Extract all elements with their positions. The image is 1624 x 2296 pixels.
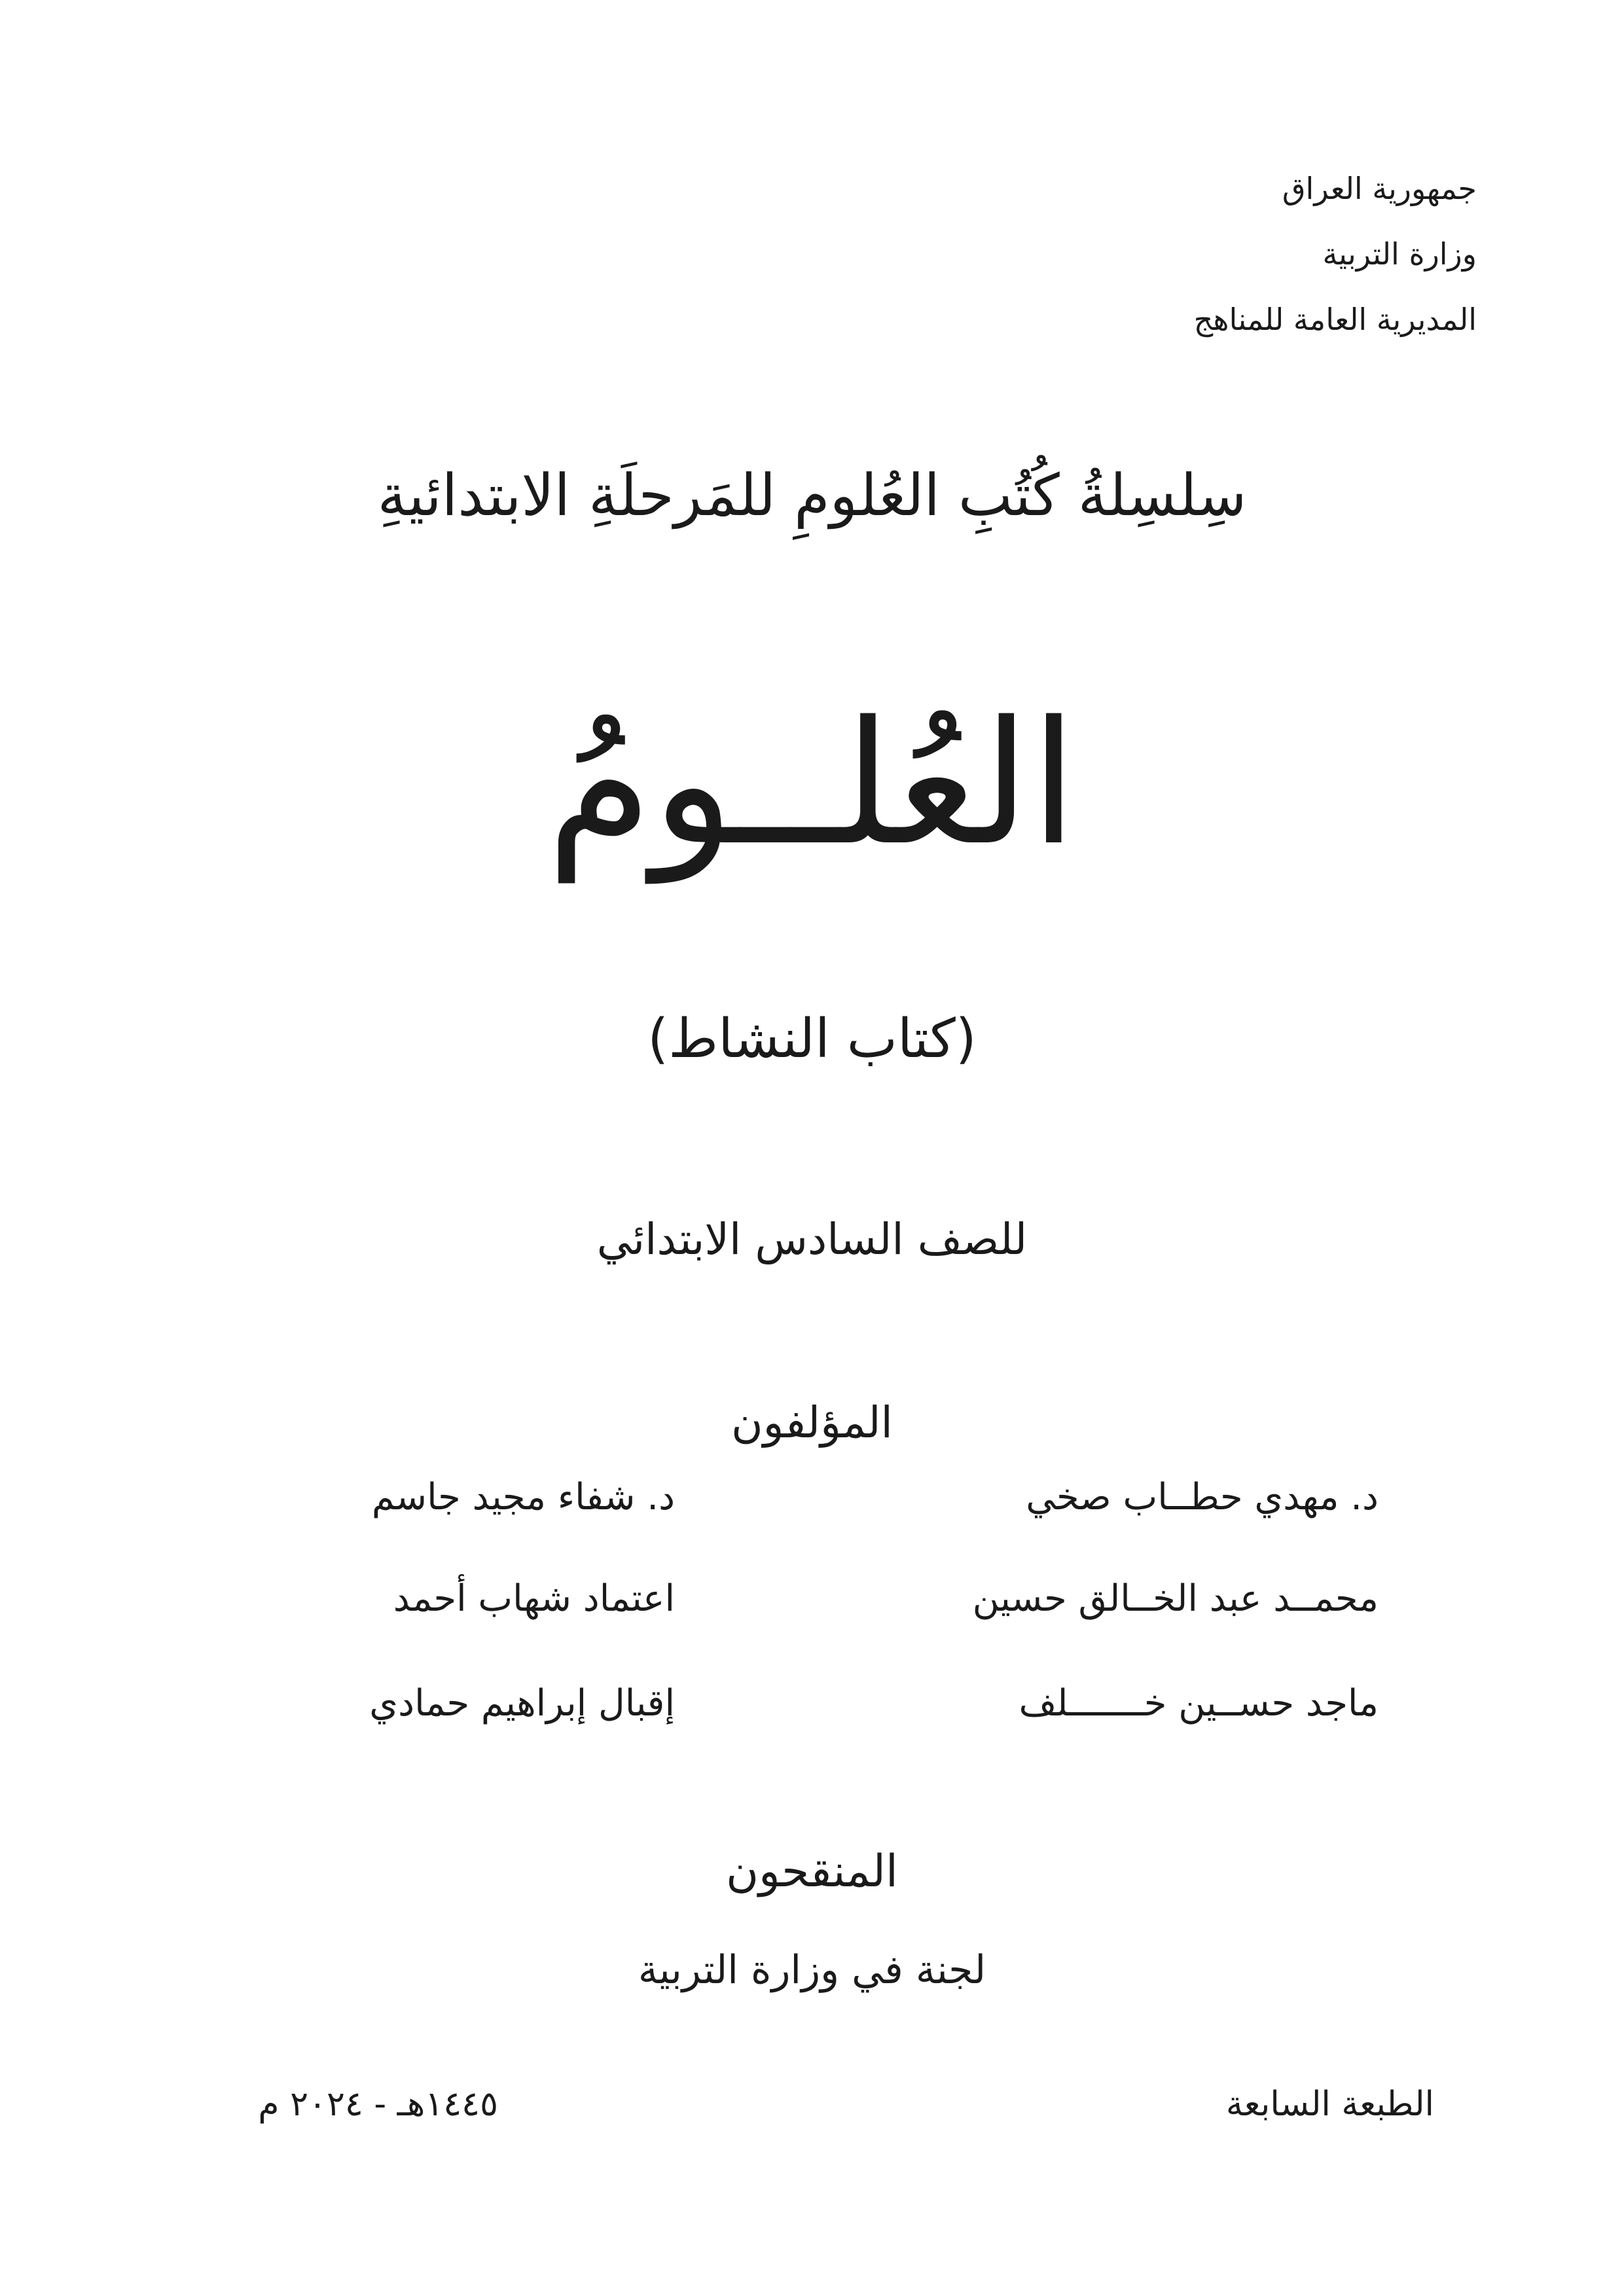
author-name: ماجد حســين خـــــــلف [1019, 1682, 1379, 1725]
author-name: اعتماد شهاب أحمد [393, 1577, 675, 1620]
header-ministry: وزارة التربية [1322, 236, 1477, 272]
author-name: د. شفاء مجيد جاسم [371, 1476, 675, 1518]
edition-label: الطبعة السابعة [1225, 2085, 1434, 2124]
author-name: محمــد عبد الخــالق حسين [972, 1577, 1379, 1620]
book-subtitle: (كتاب النشاط) [647, 1008, 977, 1070]
reviewers-committee: لجنة في وزارة التربية [638, 1947, 986, 1993]
grade-label: للصف السادس الابتدائي [596, 1214, 1028, 1265]
book-title: العُلــومُ [547, 685, 1077, 883]
authors-heading: المؤلفون [731, 1397, 893, 1448]
publication-date: ١٤٤٥هـ - ٢٠٢٤ م [258, 2085, 498, 2124]
reviewers-heading: المنقحون [726, 1846, 898, 1897]
author-name: د. مهدي حطــاب صخي [1026, 1476, 1379, 1518]
ministry-header [1019, 156, 1477, 352]
series-title: سِلسِلةُ كُتُبِ العُلومِ للمَرحلَةِ الابتدائيةِ [377, 461, 1247, 529]
author-name: إقبال إبراهيم حمادي [369, 1682, 675, 1725]
header-directorate: المديرية العامة للمناهج [1193, 302, 1477, 337]
header-country: جمهورية العراق [1282, 171, 1477, 206]
